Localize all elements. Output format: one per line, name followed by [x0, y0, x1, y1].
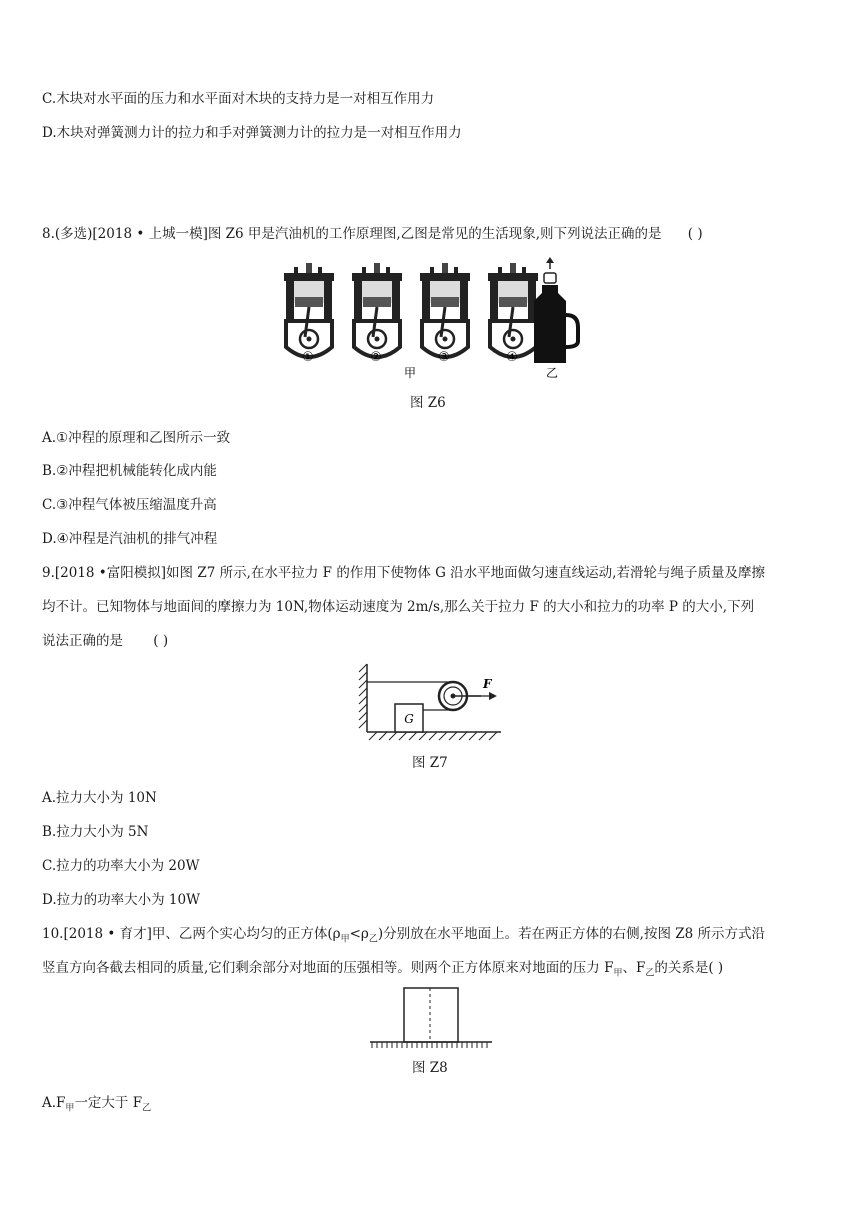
q8-stem [42, 224, 703, 244]
q7-option-d: D.木块对弹簧测力计的拉力和手对弹簧测力计的拉力是一对相互作用力 [42, 125, 462, 141]
rho-sub-yi: 乙 [368, 934, 378, 945]
q10-stem2-text-b: 的关系是( ) [654, 960, 724, 976]
q10-stem2-text-a: 竖直方向各截去相同的质量,它们剩余部分对地面的压强相等。则两个正方体原来对地面的压力 F [42, 960, 614, 976]
figure-z7 [355, 660, 505, 742]
label-yi: 乙 [545, 366, 559, 380]
engine-stroke-2-icon [352, 263, 402, 357]
force-arrow-icon [467, 692, 497, 700]
thermos-bottle-icon [534, 257, 578, 363]
q9-option-d: D.拉力的功率大小为 10W [42, 892, 200, 908]
q10-option-a [42, 1093, 151, 1119]
q10-opta-text-b: 一定大于 F [74, 1095, 143, 1111]
cube-left [404, 988, 458, 1042]
stroke-label-2: ② [370, 350, 382, 365]
stroke-label-3: ③ [438, 350, 450, 365]
q10-stem-line1 [42, 924, 765, 950]
q10-stem-text-b: )分别放在水平地面上。若在两正方体的右侧,按图 Z8 所示方式沿 [377, 926, 765, 942]
figure-z6 [280, 255, 590, 385]
q8-option-b: B.②冲程把机械能转化成内能 [42, 463, 217, 479]
q9-stem-line3 [42, 631, 168, 651]
q8-option-a: A.①冲程的原理和乙图所示一致 [42, 430, 231, 446]
f-sub-yi: 乙 [645, 968, 655, 979]
f-separator: 、F [622, 960, 646, 976]
q9-option-b: B.拉力大小为 5N [42, 824, 149, 840]
figure-z6-caption: 图 Z6 [410, 395, 446, 411]
opta-sub-jia: 甲 [65, 1103, 75, 1114]
figure-z8-caption: 图 Z8 [412, 1060, 448, 1076]
q9-stem-line1: 9.[2018 •富阳模拟]如图 Z7 所示,在水平拉力 F 的作用下使物体 G 沿水平地面做匀速直线运动,若滑轮与绳子质量及摩擦 [42, 565, 765, 581]
label-f: F [483, 677, 492, 691]
engine-stroke-3-icon [420, 263, 470, 357]
q8-answer-bracket: ( ) [687, 226, 703, 242]
rho-sub-jia: 甲 [340, 934, 350, 945]
q8-option-c: C.③冲程气体被压缩温度升高 [42, 497, 217, 513]
q10-stem-line2 [42, 958, 723, 984]
figure-z7-caption: 图 Z7 [412, 755, 448, 771]
q9-option-a: A.拉力大小为 10N [42, 790, 157, 806]
q9-stem-text: 说法正确的是 [42, 633, 123, 649]
opta-sub-yi: 乙 [142, 1103, 152, 1114]
figure-z8 [368, 984, 494, 1050]
q9-answer-bracket: ( ) [153, 633, 169, 649]
q8-option-d: D.④冲程是汽油机的排气冲程 [42, 531, 218, 547]
q9-option-c: C.拉力的功率大小为 20W [42, 858, 200, 874]
rho-lt: <ρ [349, 926, 369, 942]
q10-stem-text-a: 10.[2018 • 育才]甲、乙两个实心均匀的正方体(ρ [42, 926, 341, 942]
engine-stroke-1-icon [284, 263, 334, 357]
stroke-label-1: ① [302, 350, 314, 365]
q9-stem-line2: 均不计。已知物体与地面间的摩擦力为 10N,物体运动速度为 2m/s,那么关于拉力 F 的大小和拉力的功率 P 的大小,下列 [42, 599, 755, 615]
label-g: G [404, 712, 414, 726]
label-jia: 甲 [403, 366, 417, 380]
q8-stem-text: 8.(多选)[2018 • 上城一模]图 Z6 甲是汽油机的工作原理图,乙图是常见的生活现象,则下列说法正确的是 [42, 226, 662, 242]
stroke-label-4: ④ [506, 350, 518, 365]
f-sub-jia: 甲 [613, 968, 623, 979]
engine-stroke-4-icon [488, 263, 538, 357]
q10-opta-text-a: A.F [42, 1095, 66, 1111]
q7-option-c: C.木块对水平面的压力和水平面对木块的支持力是一对相互作用力 [42, 91, 435, 107]
